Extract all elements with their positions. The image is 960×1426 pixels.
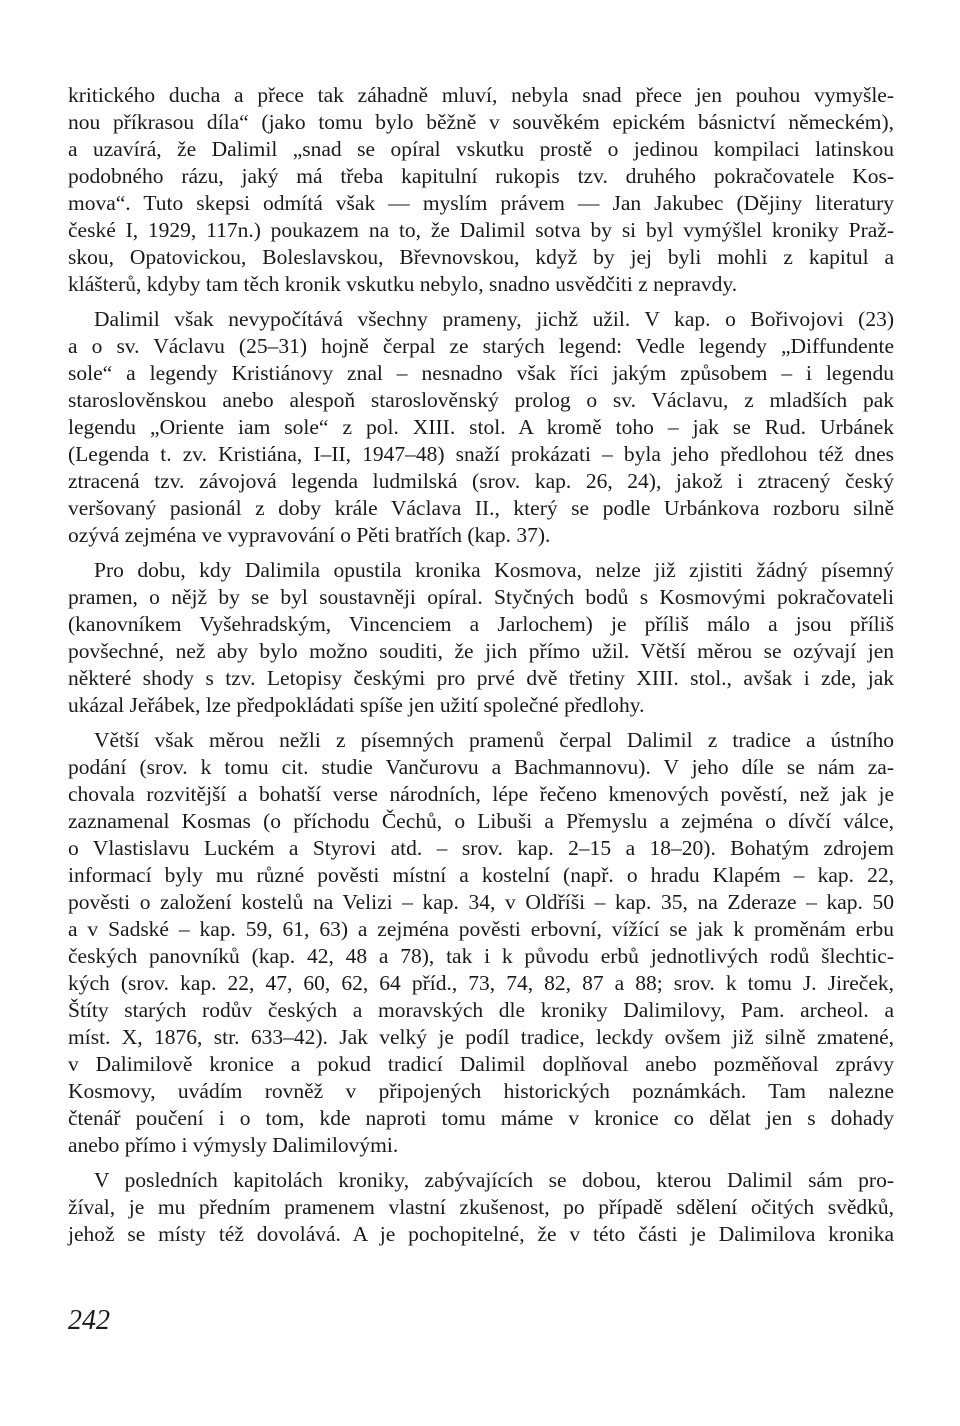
text-line: a o sv. Václavu (25–31) hojně čerpal ze starých legend: Vedle legendy „Diffundente [68,334,894,358]
text-line: některé shody s tzv. Letopisy českými pro prvé dvě třetiny XIII. stol., avšak i zde, jak [68,666,894,690]
text-line: legendu „Oriente iam sole“ z pol. XIII. stol. A kromě toho – jak se Rud. Urbánek [68,415,894,439]
text-line: pramen, o nějž by se byl soustavněji opíral. Styčných bodů s Kosmovými pokračovateli [68,585,894,609]
text-line: žíval, je mu předním pramenem vlastní zkušenost, po případě sdělení očitých svědků, [68,1195,894,1219]
text-line: pověsti o založení kostelů na Velizi – kap. 34, v Oldříši – kap. 35, na Zderaze – kap. 50 [68,890,894,914]
text-line: sole“ a legendy Kristiánovy znal – nesnadno však říci jakým způsobem – i legendu [68,361,894,385]
text-line: staroslověnskou anebo alespoň staroslověnský prolog o sv. Václavu, z mladších pak [68,388,894,412]
text-line: informací byly mu různé pověsti místní a kostelní (např. o hradu Klapém – kap. 22, [68,863,894,887]
text-line: Štíty starých rodův českých a moravských dle kroniky Dalimilovy, Pam. archeol. a [68,998,894,1022]
text-line: chovala rozvitější a bohatší verse národních, lépe řečeno kmenových pověstí, než jak je [68,782,894,806]
text-line: Dalimil však nevypočítává všechny prameny, jichž užil. V kap. o Bořivojovi (23) [94,307,894,331]
text-line: a uzavírá, že Dalimil „snad se opíral vskutku prostě o jedinou kompilaci latinskou [68,137,894,161]
text-line: zaznamenal Kosmas (o příchodu Čechů, o Libuši a Přemyslu a zejména o dívčí válce, [68,809,894,833]
text-line: anebo přímo i výmysly Dalimilovými. [68,1133,399,1157]
text-line: Větší však měrou nežli z písemných pramenů čerpal Dalimil z tradice a ústního [94,728,894,752]
text-line: a v Sadské – kap. 59, 61, 63) a zejména pověsti erbovní, vížící se jak k proměnám erbu [68,917,894,941]
text-line: jehož se místy též dovolává. A je pochopitelné, že v této části je Dalimilova kronika [68,1222,894,1246]
text-line: (Legenda t. zv. Kristiána, I–II, 1947–48) snaží prokázati – byla jeho předlohou též dnes [68,442,894,466]
text-line: V posledních kapitolách kroniky, zabývajících se dobou, kterou Dalimil sám pro- [94,1168,894,1192]
text-line: ztracená tzv. závojová legenda ludmilská (srov. kap. 26, 24), jakož i ztracený český [68,469,894,493]
text-line: klášterů, kdyby tam těch kronik vskutku nebylo, snadno usvědčiti z nepravdy. [68,272,738,296]
text-line: čtenář poučení i o tom, kde naproti tomu máme v kronice co dělat jen s dohady [68,1106,894,1130]
text-line: ukázal Jeřábek, lze předpokládati spíše jen užití společné předlohy. [68,693,645,717]
text-line: kritického ducha a přece tak záhadně mluví, nebyla snad přece jen pouhou vymyšle- [68,83,894,107]
page-number: 242 [68,1305,110,1336]
text-line: kých (srov. kap. 22, 47, 60, 62, 64 příd., 73, 74, 82, 87 a 88; srov. k tomu J. Jireček, [68,971,894,995]
text-line: skou, Opatovickou, Boleslavskou, Břevnovskou, když by jej byli mohli z kapitul a [68,245,894,269]
text-line: Pro dobu, kdy Dalimila opustila kronika Kosmova, nelze již zjistiti žádný písemný [94,558,894,582]
text-line: podání (srov. k tomu cit. studie Vančurovu a Bachmannovu). V jeho díle se nám za- [68,755,894,779]
text-line: v Dalimilově kronice a pokud tradicí Dalimil doplňoval anebo pozměňoval zprávy [68,1052,894,1076]
text-line: nou příkrasou díla“ (jako tomu bylo běžně v souvěkém epickém básnictví německém), [68,110,894,134]
text-line: Kosmovy, uvádím rovněž v připojených historických poznámkách. Tam nalezne [68,1079,894,1103]
text-line: povšechné, než aby bylo možno souditi, že jich přímo užil. Větší měrou se ozývají jen [68,639,894,663]
text-line: české I, 1929, 117n.) poukazem na to, že Dalimil sotva by si byl vymýšlel kroniky Praž- [68,218,894,242]
text-line: míst. X, 1876, str. 633–42). Jak velký je podíl tradice, leckdy ovšem již silně zmatené, [68,1025,894,1049]
text-line: veršovaný pasionál z doby krále Václava II., který se podle Urbánkova rozboru silně [68,496,894,520]
text-line: (kanovníkem Vyšehradským, Vincenciem a Jarlochem) je příliš málo a jsou příliš [68,612,894,636]
text-line: o Vlastislavu Luckém a Styrovi atd. – srov. kap. 2–15 a 18–20). Bohatým zdrojem [68,836,894,860]
text-line: podobného rázu, jaký má třeba kapitulní rukopis tzv. druhého pokračovatele Kos- [68,164,894,188]
text-line: českých panovníků (kap. 42, 48 a 78), tak i k původu erbů jednotlivých rodů šlechtic- [68,944,894,968]
text-line: mova“. Tuto skepsi odmítá však — myslím právem — Jan Jakubec (Dějiny literatury [68,191,894,215]
text-line: ozývá zejména ve vypravování o Pěti bratřích (kap. 37). [68,523,551,547]
